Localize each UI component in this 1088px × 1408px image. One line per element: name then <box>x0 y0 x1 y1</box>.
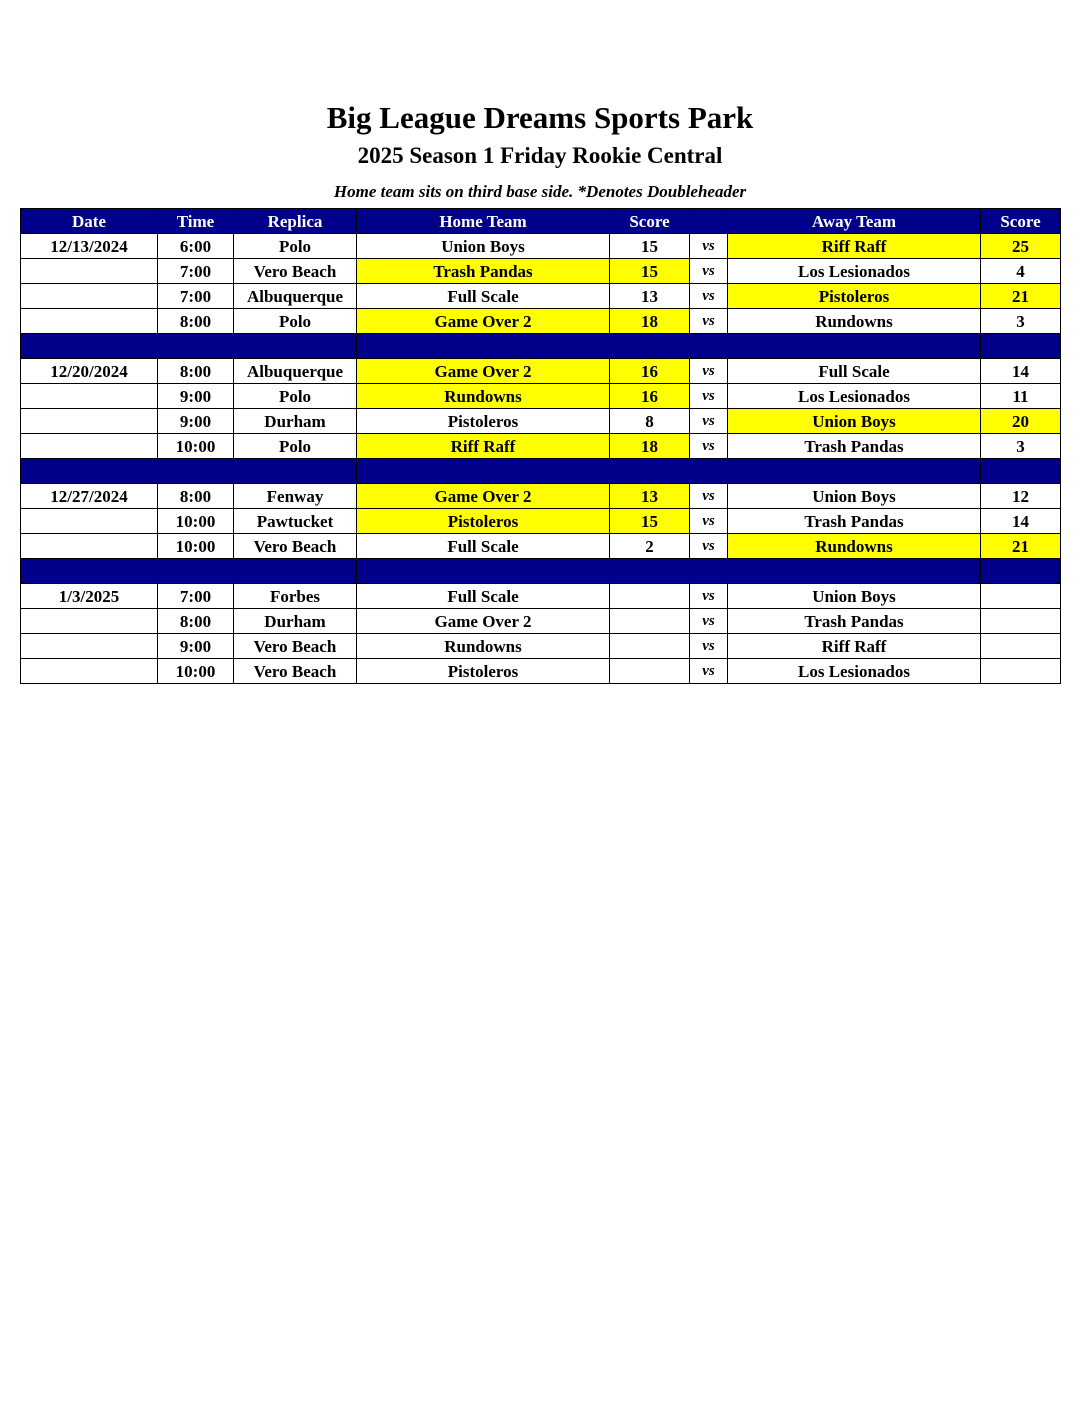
divider-cell <box>357 459 610 484</box>
away-score-cell: 4 <box>981 259 1061 284</box>
divider-cell <box>610 459 690 484</box>
column-header-home-score: Score <box>610 209 690 234</box>
game-row <box>21 584 1061 609</box>
column-header-date: Date <box>21 209 158 234</box>
away-team-cell: Full Scale <box>728 359 981 384</box>
game-row <box>21 534 1061 559</box>
replica-cell: Vero Beach <box>234 659 357 684</box>
vs-cell: vs <box>690 359 728 384</box>
divider-cell <box>728 334 981 359</box>
away-score-cell: 20 <box>981 409 1061 434</box>
time-cell: 7:00 <box>158 284 234 309</box>
section-divider-row <box>21 334 1061 359</box>
divider-cell <box>158 559 234 584</box>
date-cell <box>21 309 158 334</box>
time-cell: 8:00 <box>158 609 234 634</box>
away-score-cell <box>981 659 1061 684</box>
replica-cell: Vero Beach <box>234 259 357 284</box>
date-cell <box>21 509 158 534</box>
time-cell: 9:00 <box>158 409 234 434</box>
away-score-cell: 3 <box>981 434 1061 459</box>
time-cell: 10:00 <box>158 509 234 534</box>
date-cell <box>21 284 158 309</box>
away-score-cell: 12 <box>981 484 1061 509</box>
away-score-cell <box>981 584 1061 609</box>
vs-cell: vs <box>690 259 728 284</box>
away-score-cell: 14 <box>981 509 1061 534</box>
game-row <box>21 434 1061 459</box>
home-team-cell: Game Over 2 <box>357 484 610 509</box>
date-cell <box>21 434 158 459</box>
game-row <box>21 384 1061 409</box>
home-score-cell <box>610 634 690 659</box>
replica-cell: Durham <box>234 609 357 634</box>
time-cell: 10:00 <box>158 659 234 684</box>
replica-cell: Polo <box>234 234 357 259</box>
game-row <box>21 609 1061 634</box>
away-team-cell: Los Lesionados <box>728 384 981 409</box>
home-team-cell: Pistoleros <box>357 509 610 534</box>
home-team-cell: Rundowns <box>357 384 610 409</box>
date-cell: 1/3/2025 <box>21 584 158 609</box>
game-row <box>21 234 1061 259</box>
divider-cell <box>357 334 610 359</box>
page-subtitle: 2025 Season 1 Friday Rookie Central <box>357 143 723 168</box>
home-score-cell: 13 <box>610 484 690 509</box>
home-team-cell: Game Over 2 <box>357 359 610 384</box>
date-cell <box>21 534 158 559</box>
away-score-cell: 3 <box>981 309 1061 334</box>
vs-cell: vs <box>690 509 728 534</box>
home-team-cell: Full Scale <box>357 284 610 309</box>
column-header-time: Time <box>158 209 234 234</box>
vs-cell: vs <box>690 484 728 509</box>
divider-cell <box>610 559 690 584</box>
time-cell: 9:00 <box>158 384 234 409</box>
vs-cell: vs <box>690 659 728 684</box>
away-score-cell: 14 <box>981 359 1061 384</box>
divider-cell <box>690 559 728 584</box>
home-team-cell: Union Boys <box>357 234 610 259</box>
replica-cell: Albuquerque <box>234 359 357 384</box>
header-row <box>21 209 1061 234</box>
game-row <box>21 259 1061 284</box>
schedule-table <box>20 208 1061 684</box>
replica-cell: Forbes <box>234 584 357 609</box>
time-cell: 10:00 <box>158 434 234 459</box>
divider-cell <box>21 459 158 484</box>
date-cell <box>21 634 158 659</box>
away-team-cell: Riff Raff <box>728 234 981 259</box>
away-team-cell: Los Lesionados <box>728 259 981 284</box>
divider-cell <box>981 334 1061 359</box>
home-team-cell: Game Over 2 <box>357 609 610 634</box>
game-row <box>21 284 1061 309</box>
date-cell: 12/27/2024 <box>21 484 158 509</box>
home-score-cell: 16 <box>610 384 690 409</box>
divider-cell <box>728 459 981 484</box>
divider-cell <box>981 459 1061 484</box>
away-score-cell <box>981 634 1061 659</box>
time-cell: 7:00 <box>158 259 234 284</box>
divider-cell <box>728 559 981 584</box>
divider-cell <box>234 459 357 484</box>
divider-cell <box>981 559 1061 584</box>
game-row <box>21 659 1061 684</box>
column-header-away-score: Score <box>981 209 1061 234</box>
replica-cell: Durham <box>234 409 357 434</box>
home-score-cell <box>610 659 690 684</box>
date-cell <box>21 659 158 684</box>
date-cell <box>21 384 158 409</box>
replica-cell: Vero Beach <box>234 634 357 659</box>
column-header-home-team: Home Team <box>357 209 610 234</box>
game-row <box>21 509 1061 534</box>
divider-cell <box>158 334 234 359</box>
home-score-cell: 15 <box>610 509 690 534</box>
home-score-cell: 16 <box>610 359 690 384</box>
replica-cell: Pawtucket <box>234 509 357 534</box>
game-row <box>21 409 1061 434</box>
home-score-cell: 18 <box>610 434 690 459</box>
replica-cell: Polo <box>234 309 357 334</box>
away-team-cell: Union Boys <box>728 484 981 509</box>
divider-cell <box>690 334 728 359</box>
time-cell: 8:00 <box>158 484 234 509</box>
replica-cell: Fenway <box>234 484 357 509</box>
time-cell: 6:00 <box>158 234 234 259</box>
replica-cell: Albuquerque <box>234 284 357 309</box>
away-team-cell: Rundowns <box>728 534 981 559</box>
time-cell: 7:00 <box>158 584 234 609</box>
home-score-cell: 8 <box>610 409 690 434</box>
game-row <box>21 484 1061 509</box>
vs-cell: vs <box>690 284 728 309</box>
vs-cell: vs <box>690 234 728 259</box>
away-team-cell: Union Boys <box>728 584 981 609</box>
vs-cell: vs <box>690 409 728 434</box>
vs-cell: vs <box>690 534 728 559</box>
column-header-replica: Replica <box>234 209 357 234</box>
game-row <box>21 634 1061 659</box>
vs-cell: vs <box>690 634 728 659</box>
time-cell: 8:00 <box>158 359 234 384</box>
date-cell <box>21 609 158 634</box>
time-cell: 10:00 <box>158 534 234 559</box>
column-header-away-team: Away Team <box>728 209 981 234</box>
divider-cell <box>21 334 158 359</box>
away-team-cell: Los Lesionados <box>728 659 981 684</box>
game-row <box>21 309 1061 334</box>
divider-cell <box>234 334 357 359</box>
away-team-cell: Trash Pandas <box>728 434 981 459</box>
home-score-cell <box>610 584 690 609</box>
away-team-cell: Trash Pandas <box>728 509 981 534</box>
replica-cell: Vero Beach <box>234 534 357 559</box>
date-cell: 12/13/2024 <box>21 234 158 259</box>
away-score-cell: 11 <box>981 384 1061 409</box>
divider-cell <box>21 559 158 584</box>
divider-cell <box>357 559 610 584</box>
vs-cell: vs <box>690 384 728 409</box>
away-score-cell <box>981 609 1061 634</box>
vs-cell: vs <box>690 609 728 634</box>
home-team-cell: Game Over 2 <box>357 309 610 334</box>
vs-cell: vs <box>690 434 728 459</box>
away-team-cell: Pistoleros <box>728 284 981 309</box>
schedule-body <box>21 234 1061 684</box>
page-note: Home team sits on third base side. *Denotes Doubleheader <box>333 182 747 201</box>
game-row <box>21 359 1061 384</box>
divider-cell <box>610 334 690 359</box>
replica-cell: Polo <box>234 434 357 459</box>
date-cell <box>21 409 158 434</box>
time-cell: 8:00 <box>158 309 234 334</box>
section-divider-row <box>21 559 1061 584</box>
away-score-cell: 21 <box>981 284 1061 309</box>
divider-cell <box>234 559 357 584</box>
away-score-cell: 21 <box>981 534 1061 559</box>
home-score-cell: 15 <box>610 259 690 284</box>
vs-cell: vs <box>690 309 728 334</box>
home-team-cell: Pistoleros <box>357 659 610 684</box>
home-team-cell: Full Scale <box>357 584 610 609</box>
time-cell: 9:00 <box>158 634 234 659</box>
away-team-cell: Rundowns <box>728 309 981 334</box>
home-team-cell: Pistoleros <box>357 409 610 434</box>
vs-cell: vs <box>690 584 728 609</box>
home-score-cell: 18 <box>610 309 690 334</box>
divider-cell <box>158 459 234 484</box>
away-team-cell: Union Boys <box>728 409 981 434</box>
home-score-cell <box>610 609 690 634</box>
away-team-cell: Riff Raff <box>728 634 981 659</box>
section-divider-row <box>21 459 1061 484</box>
date-cell <box>21 259 158 284</box>
date-cell: 12/20/2024 <box>21 359 158 384</box>
replica-cell: Polo <box>234 384 357 409</box>
page-title: Big League Dreams Sports Park <box>326 100 754 135</box>
home-score-cell: 2 <box>610 534 690 559</box>
divider-cell <box>690 459 728 484</box>
home-score-cell: 15 <box>610 234 690 259</box>
home-team-cell: Trash Pandas <box>357 259 610 284</box>
away-team-cell: Trash Pandas <box>728 609 981 634</box>
home-team-cell: Riff Raff <box>357 434 610 459</box>
home-team-cell: Rundowns <box>357 634 610 659</box>
away-score-cell: 25 <box>981 234 1061 259</box>
home-team-cell: Full Scale <box>357 534 610 559</box>
column-header-vs <box>690 209 728 234</box>
home-score-cell: 13 <box>610 284 690 309</box>
